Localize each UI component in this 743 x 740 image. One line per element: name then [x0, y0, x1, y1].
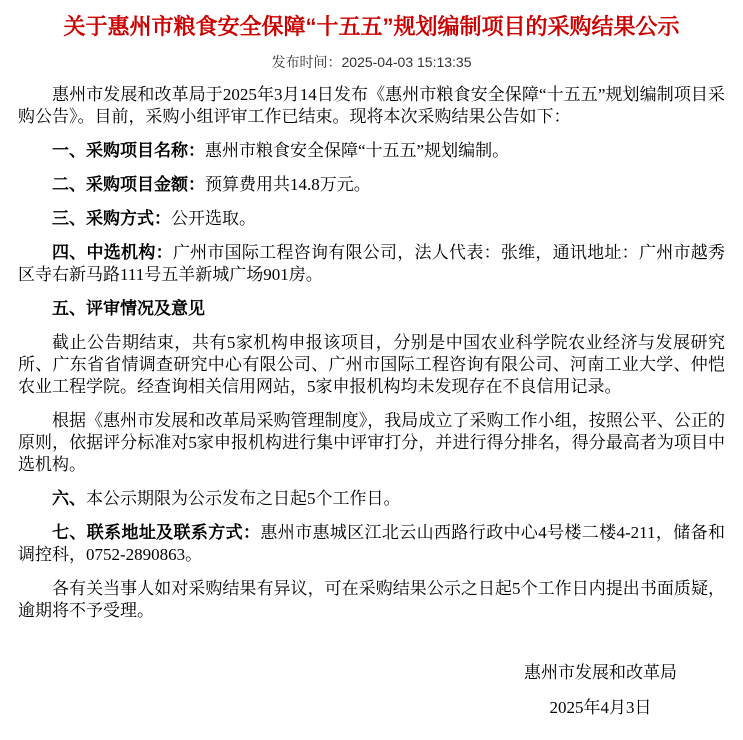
paragraph-item-3 — [18, 208, 725, 230]
paragraph-text: 惠州市粮食安全保障“十五五”规划编制。 — [205, 141, 510, 161]
paragraph-lead: 二、采购项目金额： — [52, 175, 205, 195]
paragraph-text: 各有关当事人如对采购结果有异议，可在采购结果公示之日起5个工作日内提出书面质疑，逾期将不予受理。 — [18, 579, 725, 621]
paragraph-text: 惠州市发展和改革局于2025年3月14日发布《惠州市粮食安全保障“十五五”规划编制项目采购公告》。目前，采购小组评审工作已结束。现将本次采购结果公告如下： — [18, 85, 725, 127]
paragraph-text: 惠州市惠城区江北云山西路行政中心4号楼二楼4-211，储备和调控科，0752-2890863。 — [18, 523, 726, 565]
paragraph-text: 截止公告期结束，共有5家机构申报该项目，分别是中国农业科学院农业经济与发展研究所、广东省省情调查研究中心有限公司、广州市国际工程咨询有限公司、河南工业大学、仲恺农业工程学院。经查询相关信用网站，5家申报机构均未发现存在不良信用记录。 — [18, 333, 725, 397]
paragraph-text: 根据《惠州市发展和改革局采购管理制度》，我局成立了采购工作小组，按照公平、公正的原则，依据评分标准对5家申报机构进行集中评审打分，并进行得分排名，得分最高者为项目中选机构。 — [18, 411, 725, 475]
page-title: 关于惠州市粮食安全保障“十五五”规划编制项目的采购结果公示 — [63, 14, 680, 39]
paragraph-lead: 三、采购方式： — [52, 209, 171, 229]
signature-date: 2025年4月3日 — [549, 698, 652, 718]
paragraph-text: 本公示期限为公示发布之日起5个工作日。 — [86, 489, 401, 509]
signature-organization: 惠州市发展和改革局 — [524, 663, 677, 683]
signature-block — [18, 662, 725, 719]
paragraph-text: 广州市国际工程咨询有限公司，法人代表：张维，通讯地址：广州市越秀区寺右新马路111号五羊新城广场901房。 — [18, 243, 726, 285]
paragraph-text: 预算费用共14.8万元。 — [205, 175, 371, 195]
paragraph-review-1 — [18, 332, 725, 398]
paragraph-lead: 五、评审情况及意见 — [52, 299, 205, 319]
paragraph-text: 公开选取。 — [171, 209, 256, 229]
paragraph-intro — [18, 84, 725, 128]
paragraph-lead: 七、联系地址及联系方式： — [52, 523, 261, 543]
paragraph-item-6 — [18, 488, 725, 510]
paragraph-item-2 — [18, 174, 725, 196]
paragraph-item-5-heading — [18, 298, 725, 320]
paragraph-lead: 六、 — [52, 489, 86, 509]
paragraph-lead: 四、中选机构： — [52, 243, 173, 263]
publish-time: 发布时间：2025-04-03 15:13:35 — [271, 54, 472, 71]
paragraph-item-7 — [18, 522, 725, 566]
signature-inner — [524, 662, 677, 719]
paragraph-item-4 — [18, 242, 725, 286]
paragraph-review-2 — [18, 410, 725, 476]
paragraph-objection-notice — [18, 578, 725, 622]
paragraph-lead: 一、采购项目名称： — [52, 141, 205, 161]
document-body — [18, 84, 725, 622]
paragraph-item-1 — [18, 140, 725, 162]
